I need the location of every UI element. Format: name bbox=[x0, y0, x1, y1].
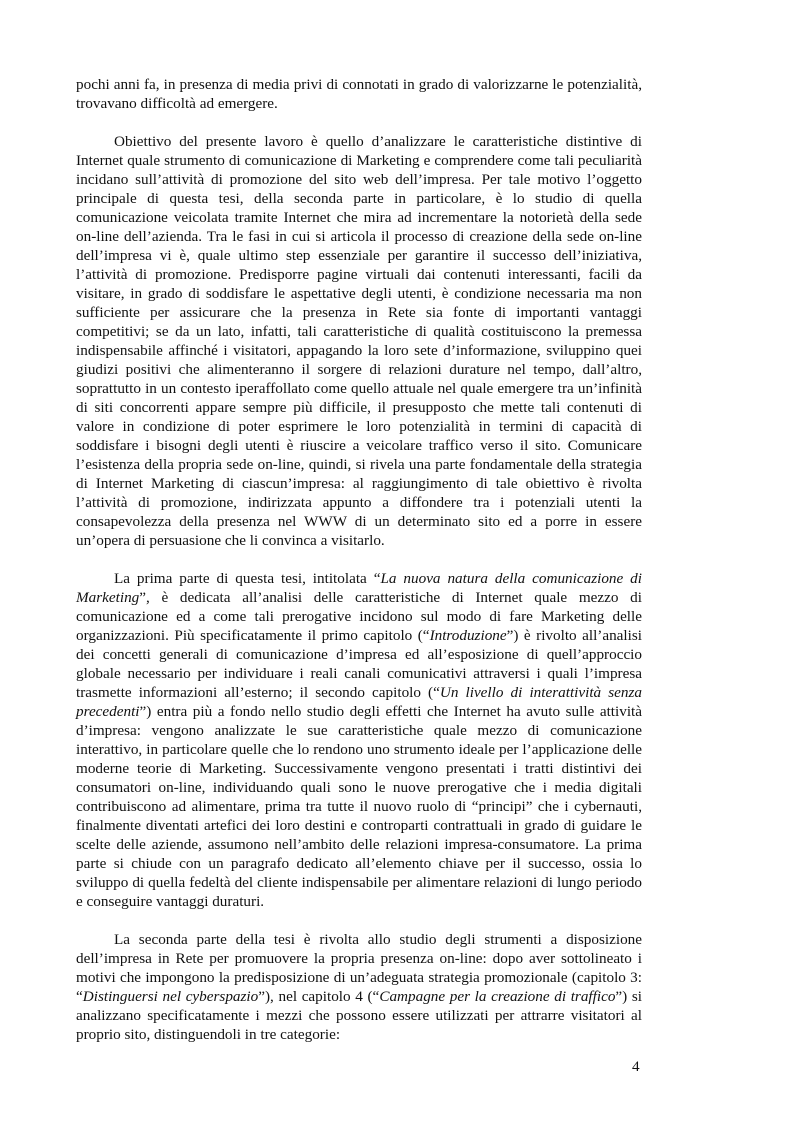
paragraph-segment: ”) si analizzano specificatamente i mezzi che possono essere utilizzati per attrarre visitatori al proprio sito, distinguendoli in tre categorie: bbox=[76, 988, 642, 1043]
paragraph-second-part bbox=[76, 930, 642, 1044]
italic-title: Un livello di interattività senza precedenti bbox=[76, 684, 642, 720]
paragraph-first-part bbox=[76, 569, 642, 911]
paragraph-segment: pochi anni fa, in presenza di media privi di connotati in grado di valorizzarne le potenzialità, trovavano difficoltà ad emergere. bbox=[76, 76, 642, 112]
paragraph-segment: La prima parte di questa tesi, intitolata “ bbox=[114, 570, 381, 587]
paragraph-segment: ”) è rivolto all’analisi dei concetti generali di comunicazione d’impresa ed all’esposizione di quell’approccio globale necessario per individuare i reali canali comunicativi attraversi i quali l’impresa trasmette informazioni all’esterno; il secondo capitolo (“ bbox=[76, 627, 642, 701]
paragraph-segment: ”, è dedicata all’analisi delle caratteristiche di Internet quale mezzo di comunicazione ed a come tali prerogative incidono sul modo di fare Marketing delle organizzazioni. Più specificatamente il primo capitolo (“ bbox=[76, 589, 642, 644]
paragraph-segment: ”) entra più a fondo nello studio degli effetti che Internet ha avuto sulle attività d’impresa: vengono analizzate le sue caratteristiche quale mezzo di comunicazione interattivo, in particolare quelle che lo rendono uno strumento ideale per l’applicazione delle moderne teorie di Marketing. Successivamente vengono presentati i tratti distintivi dei consumatori on-line, individuando quali sono le nuove prerogative che i media digitali contribuiscono ad alimentare, prima tra tutte il nuovo ruolo di “principi” che i cybernauti, finalmente diventati artefici dei loro destini e controparti contrattuali in grado di guidare le scelte delle aziende, assumono nell’ambito delle relazioni impresa-consumatore. La prima parte si chiude con un paragrafo dedicato all’elemento chiave per il successo, ossia lo sviluppo di quella fedeltà del cliente indispensabile per alimentare relazioni di lungo periodo e conseguire vantaggi duraturi. bbox=[76, 703, 642, 910]
italic-title: La nuova natura della comunicazione di Marketing bbox=[76, 570, 642, 606]
paragraph-segment: La seconda parte della tesi è rivolta allo studio degli strumenti a disposizione dell’impresa in Rete per promuovere la propria presenza on-line: dopo aver sottolineato i motivi che impongono la predisposizione di un’adeguata strategia promozionale (capitolo 3: “ bbox=[76, 931, 642, 1005]
body-text bbox=[76, 75, 642, 1044]
paragraph-segment: ”), nel capitolo 4 (“ bbox=[258, 988, 380, 1005]
paragraph-continuation bbox=[76, 75, 642, 113]
italic-title: Campagne per la creazione di traffico bbox=[379, 988, 616, 1005]
page-number: 4 bbox=[632, 1058, 640, 1075]
paragraph-objective bbox=[76, 132, 642, 550]
italic-title: Introduzione bbox=[429, 627, 507, 644]
paragraph-segment: Obiettivo del presente lavoro è quello d’analizzare le caratteristiche distintive di Internet quale strumento di comunicazione di Marketing e comprendere come tali peculiarità incidano sull’attività di promozione del sito web dell’impresa. Per tale motivo l’oggetto principale di questa tesi, della seconda parte in particolare, è lo studio di quella comunicazione veicolata tramite Internet che mira ad incrementare la notorietà della sede on-line dell’azienda. Tra le fasi in cui si articola il processo di creazione della sede on-line dell’impresa vi è, quale ultimo step essenziale per garantire il successo dell’iniziativa, l’attività di promozione. Predisporre pagine virtuali dai contenuti interessanti, facili da visitare, in grado di soddisfare le aspettative degli utenti, è condizione necessaria ma non sufficiente per assicurare che la presenza in Rete sia fonte di importanti vantaggi competitivi; se da un lato, infatti, tali caratteristiche di qualità costituiscono la premessa indispensabile affinché i visitatori, appagando la loro sete d’informazione, sviluppino quei giudizi positivi che alimenteranno il sorgere di relazioni durature nel tempo, dall’altro, soprattutto in un contesto iperaffollato come quello attuale nel quale emergere tra un’infinità di siti concorrenti appare sempre più difficile, il presupposto che mette tali contenuti di valore in condizione di poter esprimere le loro potenzialità in termini di capacità di soddisfare i bisogni degli utenti è riuscire a veicolare traffico verso il sito. Comunicare l’esistenza della propria sede on-line, quindi, si rivela una parte fondamentale della strategia di Internet Marketing di ciascun’impresa: al raggiungimento di tale obiettivo è rivolta l’attività di promozione, indirizzata appunto a diffondere tra i potenziali utenti la consapevolezza della presenza nel WWW di un determinato sito ed a porre in essere un’opera di persuasione che li convinca a visitarlo. bbox=[76, 133, 642, 549]
italic-title: Distinguersi nel cyberspazio bbox=[82, 988, 259, 1005]
